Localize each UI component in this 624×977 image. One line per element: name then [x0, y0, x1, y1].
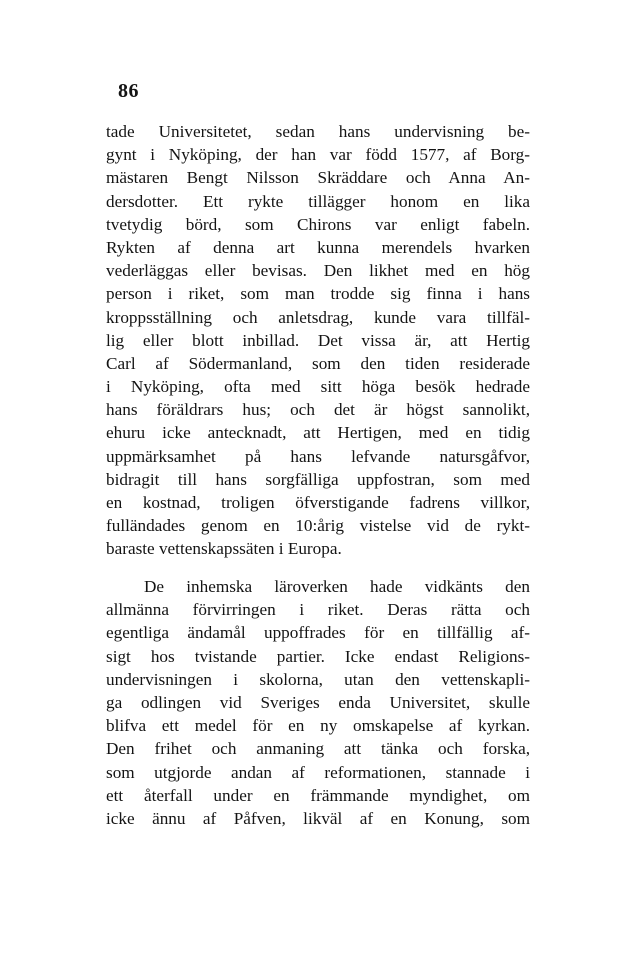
text-line: baraste vettenskapssäten i Europa.: [106, 539, 342, 559]
text-line: fulländades genom en 10:årig vistelse vid de rykt-: [106, 516, 530, 536]
text-line: allmänna förvirringen i riket. Deras rätta och: [106, 600, 530, 620]
text-line: ga odlingen vid Sveriges enda Universitet, skulle: [106, 692, 530, 712]
text-line: person i riket, som man trodde sig finna i hans: [106, 284, 530, 304]
text-line: Rykten af denna art kunna merendels hvarken: [106, 237, 530, 257]
text-line: som utgjorde andan af reformationen, stannade i: [106, 762, 530, 782]
page-number: 86: [118, 80, 139, 102]
text-line: bidragit till hans sorgfälliga uppfostran, som med: [106, 469, 530, 489]
text-line: sigt hos tvistande partier. Icke endast Religions-: [106, 646, 530, 666]
text-line: Carl af Södermanland, som den tiden residerade: [106, 353, 530, 373]
text-line: tvetydig börd, som Chirons var enligt fabeln.: [106, 214, 530, 234]
text-line: icke ännu af Påfven, likväl af en Konung, som: [106, 808, 530, 828]
text-line: mästaren Bengt Nilsson Skräddare och Anna An-: [106, 168, 530, 188]
text-line: blifva ett medel för en ny omskapelse af kyrkan.: [106, 716, 530, 736]
text-line: hans föräldrars hus; och det är högst sannolikt,: [106, 400, 530, 420]
text-line: dersdotter. Ett rykte tillägger honom en lika: [106, 191, 530, 211]
text-line: uppmärksamhet på hans lefvande natursgåfvor,: [106, 446, 530, 466]
text-line: en kostnad, troligen öfverstigande fadrens villkor,: [106, 493, 530, 512]
text-line: egentliga ändamål uppoffrades för en tillfällig af-: [106, 623, 530, 643]
text-line: tade Universitetet, sedan hans undervisning be-: [106, 122, 530, 141]
paragraph-1: [106, 120, 530, 561]
text-line: ehuru icke antecknadt, att Hertigen, med en tidig: [106, 423, 530, 443]
text-line: i Nyköping, ofta med sitt höga besök hedrade: [106, 377, 530, 397]
text-line: De inhemska läroverken hade vidkänts den: [144, 577, 530, 596]
text-line: Den frihet och anmaning att tänka och forska,: [106, 739, 530, 759]
text-line: lig eller blott inbillad. Det vissa är, att Hertig: [106, 330, 530, 350]
text-line: vederläggas eller bevisas. Den likhet med en hög: [106, 261, 530, 281]
text-line: kroppsställning och anletsdrag, kunde vara tillfäl-: [106, 307, 530, 327]
paragraph-2: [106, 575, 530, 830]
text-line: undervisningen i skolorna, utan den vettenskapli-: [106, 669, 530, 689]
text-line: gynt i Nyköping, der han var född 1577, af Borg-: [106, 145, 530, 165]
text-line: ett återfall under en främmande myndighet, om: [106, 785, 530, 805]
